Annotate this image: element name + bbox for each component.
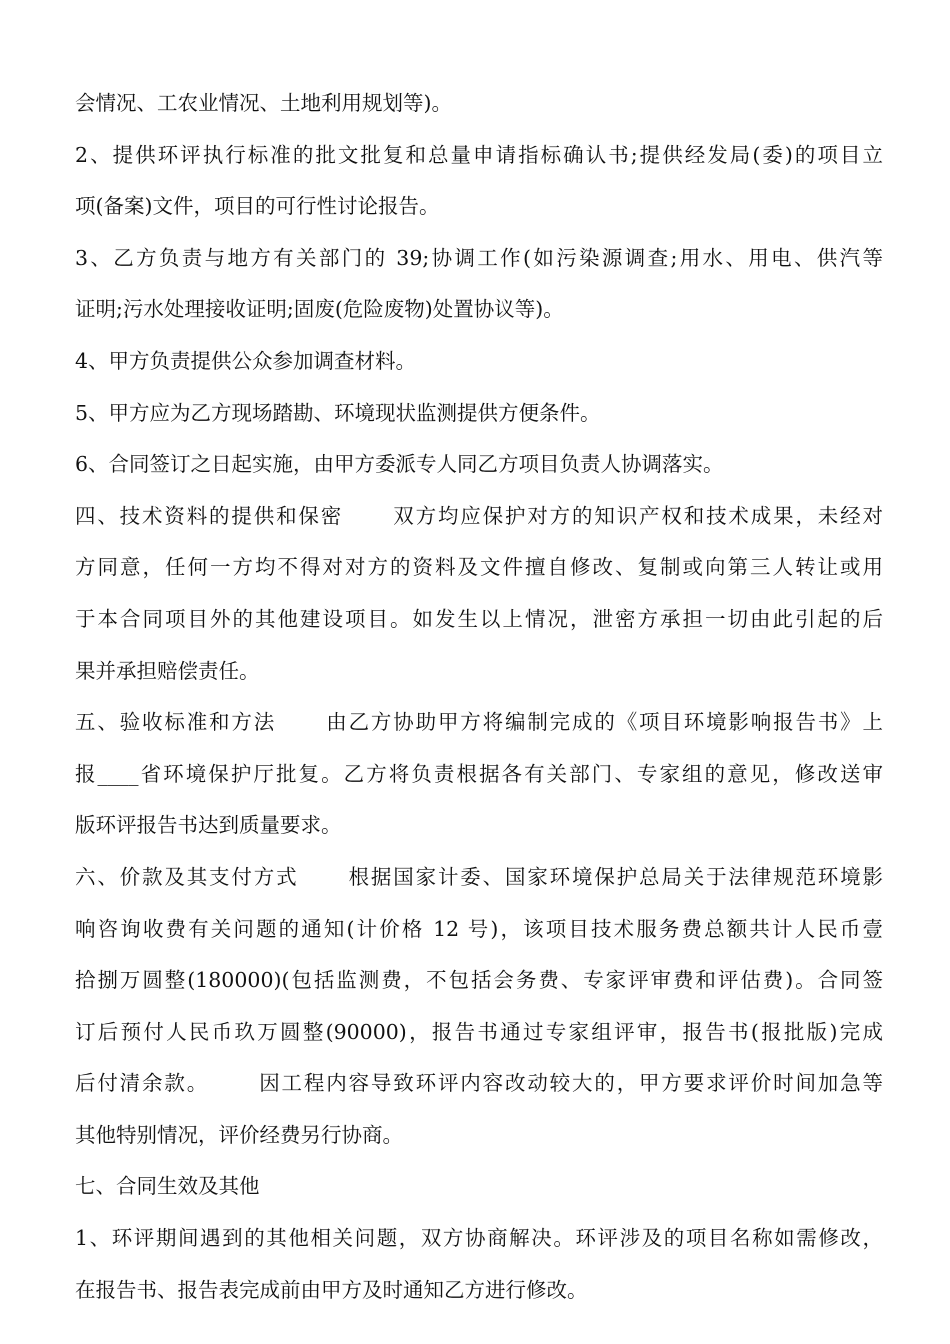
text-line: 方同意，任何一方均不得对对方的资料及文件擅自修改、复制或向第三人转让或用: [75, 555, 883, 580]
text-line: 响咨询收费有关问题的通知(计价格 12 号)，该项目技术服务费总额共计人民币壹: [75, 916, 883, 941]
contract-text: [75, 78, 883, 1316]
text-line: 项(备案)文件，项目的可行性讨论报告。: [75, 194, 440, 219]
section-heading-line: 五、验收标准和方法 由乙方协助甲方将编制完成的《项目环境影响报告书》上: [75, 710, 883, 735]
text-line: 后付清余款。 因工程内容导致环评内容改动较大的，甲方要求评价时间加急等: [75, 1071, 883, 1096]
text-line: 6、合同签订之日起实施，由甲方委派专人同乙方项目负责人协调落实。: [75, 452, 724, 477]
text-line: 在报告书、报告表完成前由甲方及时通知乙方进行修改。: [75, 1277, 588, 1302]
section-heading-line: 七、合同生效及其他: [75, 1174, 260, 1199]
text-line: 4、甲方负责提供公众参加调查材料。: [75, 348, 417, 373]
text-line: 版环评报告书达到质量要求。: [75, 813, 342, 838]
text-line: 果并承担赔偿责任。: [75, 658, 260, 683]
text-line: 会情况、工农业情况、土地利用规划等)。: [75, 91, 452, 115]
section-heading-line: 四、技术资料的提供和保密 双方均应保护对方的知识产权和技术成果，未经对: [75, 503, 883, 528]
text-line: 报____省环境保护厅批复。乙方将负责根据各有关部门、专家组的意见，修改送审: [75, 761, 883, 786]
text-line: 拾捌万圆整(180000)(包括监测费，不包括会务费、专家评审费和评估费)。合同签: [75, 968, 883, 993]
section-heading-line: 六、价款及其支付方式 根据国家计委、国家环境保护总局关于法律规范环境影: [75, 864, 883, 889]
text-line: 其他特别情况，评价经费另行协商。: [75, 1122, 403, 1147]
text-line: 2、提供环评执行标准的批文批复和总量申请指标确认书;提供经发局(委)的项目立: [75, 142, 883, 167]
text-line: 3、乙方负责与地方有关部门的 39;协调工作(如污染源调查;用水、用电、供汽等: [75, 245, 883, 270]
text-line: 1、环评期间遇到的其他相关问题，双方协商解决。环评涉及的项目名称如需修改，: [75, 1226, 883, 1251]
text-line: 订后预付人民币玖万圆整(90000)，报告书通过专家组评审，报告书(报批版)完成: [75, 1019, 883, 1044]
text-line: 于本合同项目外的其他建设项目。如发生以上情况，泄密方承担一切由此引起的后: [75, 606, 883, 631]
text-line: 5、甲方应为乙方现场踏勘、环境现状监测提供方便条件。: [75, 400, 601, 425]
text-line: 证明;污水处理接收证明;固废(危险废物)处置协议等)。: [75, 297, 564, 322]
